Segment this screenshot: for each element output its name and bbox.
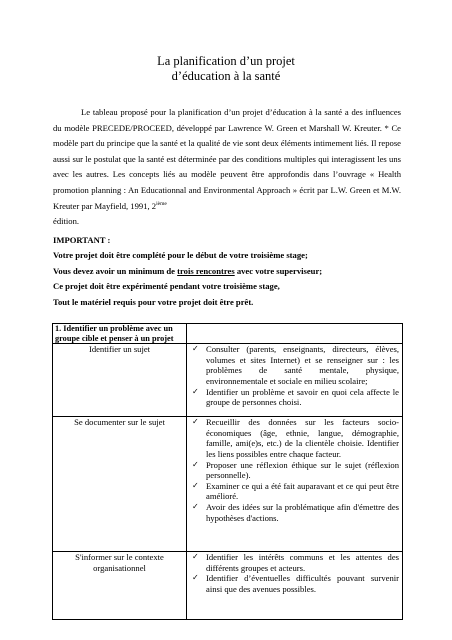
checklist: [189, 552, 400, 597]
important-line-3: Ce projet doit être expérimenté pendant votre troisième stage,: [53, 281, 280, 292]
important-line-2-start: Vous devez avoir un minimum de: [53, 265, 178, 276]
check-icon: ✓: [192, 459, 199, 469]
planning-table: [52, 323, 403, 620]
checklist-item-text: Identifier un problème et savoir en quoi cela affecte le groupe de personnes choisi.: [206, 386, 399, 408]
checklist-item: [189, 460, 399, 481]
topic-label: Identifier un sujet: [88, 344, 151, 355]
table-header-empty-cell: [187, 324, 403, 344]
checklist-item-text: Recueillir des données sur les facteurs socio-économiques (âge, ethnie, langue, démographie, famille, ami(e)s, etc.) de la clientèle choisie. Identifier les liens possibles entre chaque facteur.: [206, 417, 399, 459]
checklist-item-text: Consulter (parents, enseignants, directeurs, élèves, volumes et sites Internet) et se renseigner sur : les problèmes de santé mentale, physique, environnementale et sociale en milieu scolaire;: [206, 344, 399, 386]
document-title-line-2: d’éducation à la santé: [171, 69, 281, 83]
checklist-item-text: Examiner ce qui a été fait auparavant et ce qui peut être amélioré.: [206, 480, 399, 502]
table-header-cell: 1. Identifier un problème avec un groupe cible et penser à un projet: [53, 324, 187, 344]
three-meetings-underlined: trois rencontres: [177, 265, 235, 276]
checklist-item: [189, 387, 399, 408]
edition-word: édition.: [53, 216, 80, 227]
topic-label: S'informer sur le contexte: [75, 552, 164, 563]
checklist-item: [189, 502, 399, 523]
checklist-item-text: Proposer une réflexion éthique sur le sujet (réflexion personnelle).: [206, 459, 399, 481]
checklist: [189, 344, 400, 411]
checklist-item: [189, 344, 399, 386]
checklist-item: [189, 573, 399, 594]
checklist-item: [189, 552, 399, 573]
table-row: [53, 552, 403, 620]
check-icon: ✓: [192, 417, 199, 427]
topic-cell: [53, 344, 187, 417]
important-heading: IMPORTANT :: [53, 235, 111, 245]
topic-label: Se documenter sur le sujet: [74, 417, 165, 428]
edition-superscript: ième: [156, 200, 167, 207]
check-icon: ✓: [192, 480, 199, 490]
actions-cell: [187, 417, 403, 552]
check-icon: ✓: [192, 552, 199, 562]
checklist-item: [189, 417, 399, 459]
checklist-item: [189, 481, 399, 502]
check-icon: ✓: [192, 501, 199, 511]
table-row: [53, 417, 403, 552]
checklist-item-text: Identifier d’éventuelles difficultés pouvant survenir ainsi que des avenues possibles.: [206, 573, 399, 594]
intro-paragraph: [53, 105, 401, 230]
checklist-item-text: Identifier les intérêts communs et les attentes des différents groupes et acteurs.: [206, 552, 399, 573]
document-title-line-1: La planification d’un projet: [157, 54, 295, 68]
topic-cell: [53, 552, 187, 620]
actions-cell: [187, 552, 403, 620]
check-icon: ✓: [192, 573, 199, 583]
important-line-4: Tout le matériel requis pour votre projet doit être prêt.: [53, 296, 254, 307]
actions-cell: [187, 344, 403, 417]
checklist: [189, 417, 400, 526]
important-line-2-end: avec votre superviseur;: [234, 265, 323, 276]
important-line-1: Votre projet doit être complété pour le début de votre troisième stage;: [53, 250, 308, 261]
important-section: [53, 233, 403, 310]
checklist-item-text: Avoir des idées sur la problématique afin d'émettre des hypothèses d'actions.: [206, 501, 399, 523]
topic-cell: [53, 417, 187, 552]
table-row: [53, 344, 403, 417]
topic-label: organisationnel: [93, 562, 146, 573]
check-icon: ✓: [192, 386, 199, 396]
check-icon: ✓: [192, 344, 199, 354]
table-header-row: [53, 324, 403, 344]
intro-text: Le tableau proposé pour la planification d’un projet d’éducation à la santé a des influences du modèle PRECEDE/PROCEED, développé par Lawrence W. Green et Marshall W. Kreuter. * Ce modèle part du principe que la santé et la qualité de vie sont deux éléments intimement liés. Il repose aussi sur le postulat que la santé est déterminée par des conditions multiples qui interagissent les uns avec les autres. Les concepts liés au modèle peuvent être approfondis dans l’ouvrage « Health promotion planning : An Educationnal and Environmental Approach » écrit par L.W. Green et M.W. Kreuter par Mayfield, 1991, 2: [53, 107, 401, 211]
important-line-2: [53, 264, 403, 279]
